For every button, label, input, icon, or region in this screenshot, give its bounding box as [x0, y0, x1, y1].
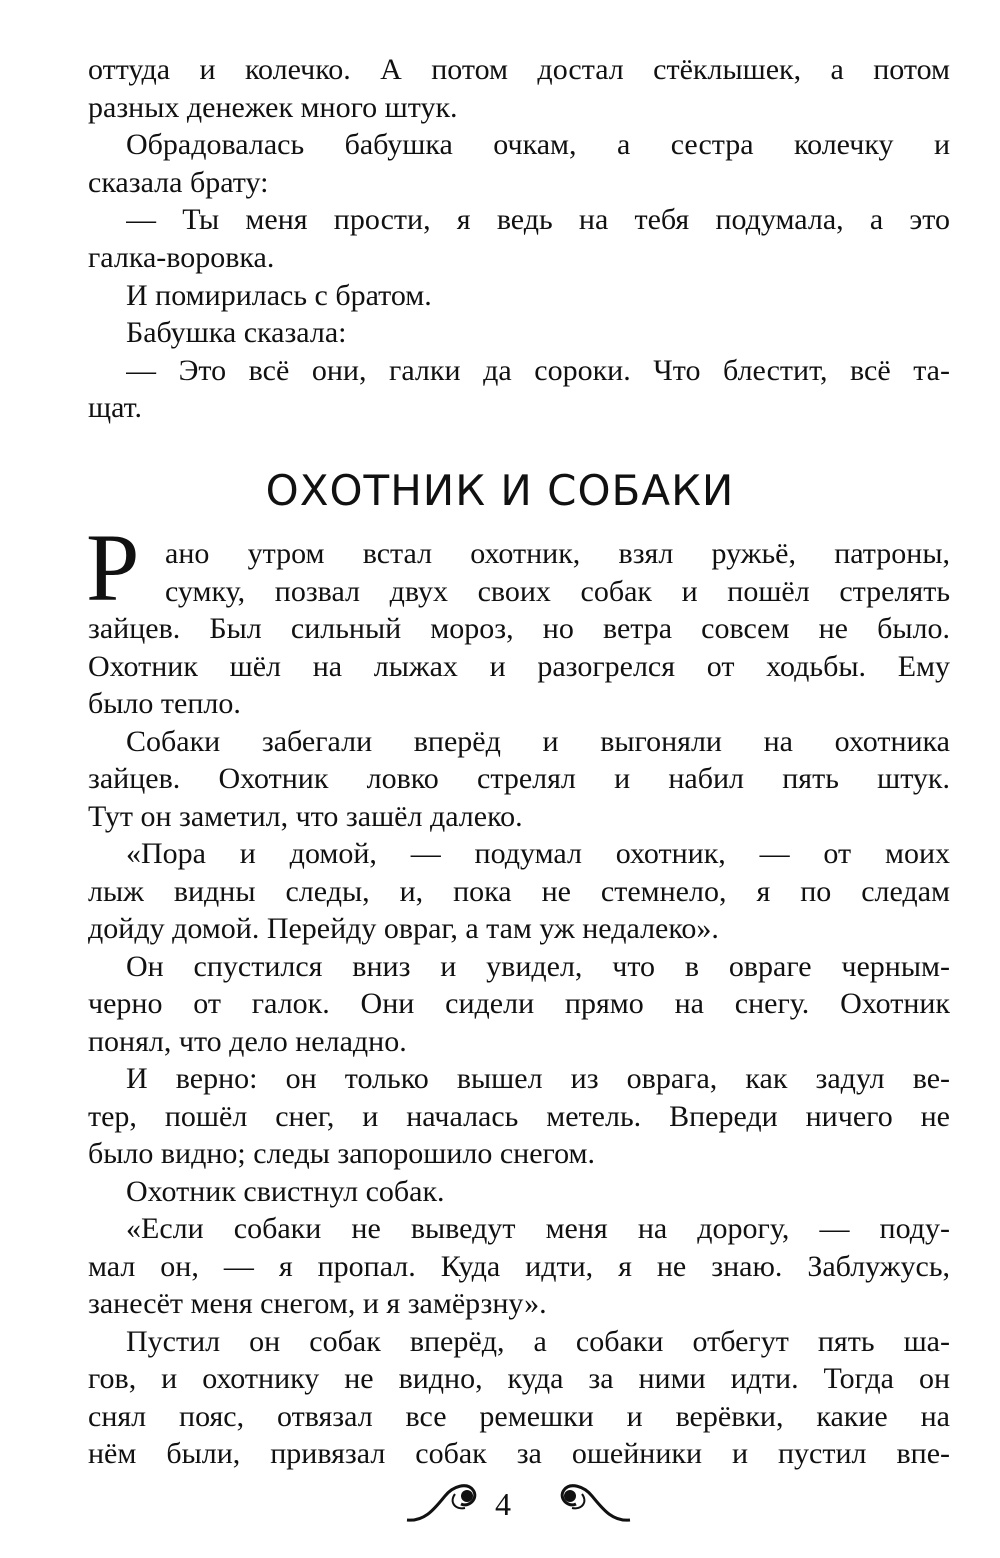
text-line: ано утром встал охотник, взял ружьё, патроны,	[165, 537, 950, 570]
text-line: гов, и охотнику не видно, куда за ними идти. Тогда он	[88, 1362, 950, 1395]
text-line: «Если собаки не выведут меня на дорогу, — поду-	[126, 1212, 950, 1245]
text-line: сумку, позвал двух своих собак и пошёл стрелять	[165, 574, 950, 608]
text-line: И верно: он только вышел из оврага, как задул ве-	[126, 1062, 950, 1095]
text-line: было видно; следы запорошило снегом.	[88, 1137, 595, 1170]
text-line: щат.	[88, 391, 142, 425]
text-line: тер, пошёл снег, и началась метель. Впереди ничего не	[88, 1099, 950, 1133]
text-line: нём были, привязал собак за ошейники и пустил впе-	[88, 1437, 950, 1470]
text-line: дойду домой. Перейду овраг, а там уж недалеко».	[88, 912, 719, 945]
text-line: Пустил он собак вперёд, а собаки отбегут пять ша-	[126, 1324, 950, 1358]
text-line: Охотник свистнул собак.	[126, 1174, 445, 1208]
text-line: зайцев. Охотник ловко стрелял и набил пять штук.	[88, 762, 950, 795]
drop-cap: Р	[86, 514, 140, 621]
right-ornament-icon	[552, 1478, 632, 1528]
story-title: ОХОТНИК И СОБАКИ	[265, 466, 735, 515]
text-line: Охотник шёл на лыжах и разогрелся от ходьбы. Ему	[88, 649, 950, 683]
text-line: оттуда и колечко. А потом достал стёклышек, а потом	[88, 53, 950, 86]
text-line: Тут он заметил, что зашёл далеко.	[88, 799, 523, 833]
text-line: Бабушка сказала:	[126, 316, 347, 350]
left-ornament-icon	[405, 1478, 485, 1528]
text-line: И помирилась с братом.	[126, 278, 432, 312]
text-line: мал он, — я пропал. Куда идти, я не знаю. Заблужусь,	[88, 1249, 950, 1283]
text-line: Обрадовалась бабушка очкам, а сестра колечку и	[126, 128, 950, 162]
text-line: «Пора и домой, — подумал охотник, — от моих	[126, 837, 950, 870]
text-line: занесёт меня снегом, и я замёрзну».	[88, 1287, 547, 1320]
text-line: было тепло.	[88, 687, 241, 720]
text-line: понял, что дело неладно.	[88, 1024, 407, 1058]
text-line: Собаки забегали вперёд и выгоняли на охотника	[126, 724, 950, 758]
text-line: — Ты меня прости, я ведь на тебя подумала, а это	[126, 203, 950, 237]
text-line: черно от галок. Они сидели прямо на снегу. Охотник	[88, 987, 950, 1020]
text-line: сказала брату:	[88, 165, 269, 199]
text-line: снял пояс, отвязал все ремешки и верёвки, какие на	[88, 1399, 950, 1433]
text-line: — Это всё они, галки да сороки. Что блестит, всё та-	[126, 353, 950, 387]
text-line: разных денежек много штук.	[88, 90, 458, 124]
text-line: галка-воровка.	[88, 241, 275, 274]
text-line: зайцев. Был сильный мороз, но ветра совсем не было.	[88, 612, 950, 645]
page-number: 4	[495, 1486, 511, 1522]
text-line: Он спустился вниз и увидел, что в овраге черным-	[126, 949, 950, 983]
text-line: лыж видны следы, и, пока не стемнело, я по следам	[88, 874, 950, 908]
